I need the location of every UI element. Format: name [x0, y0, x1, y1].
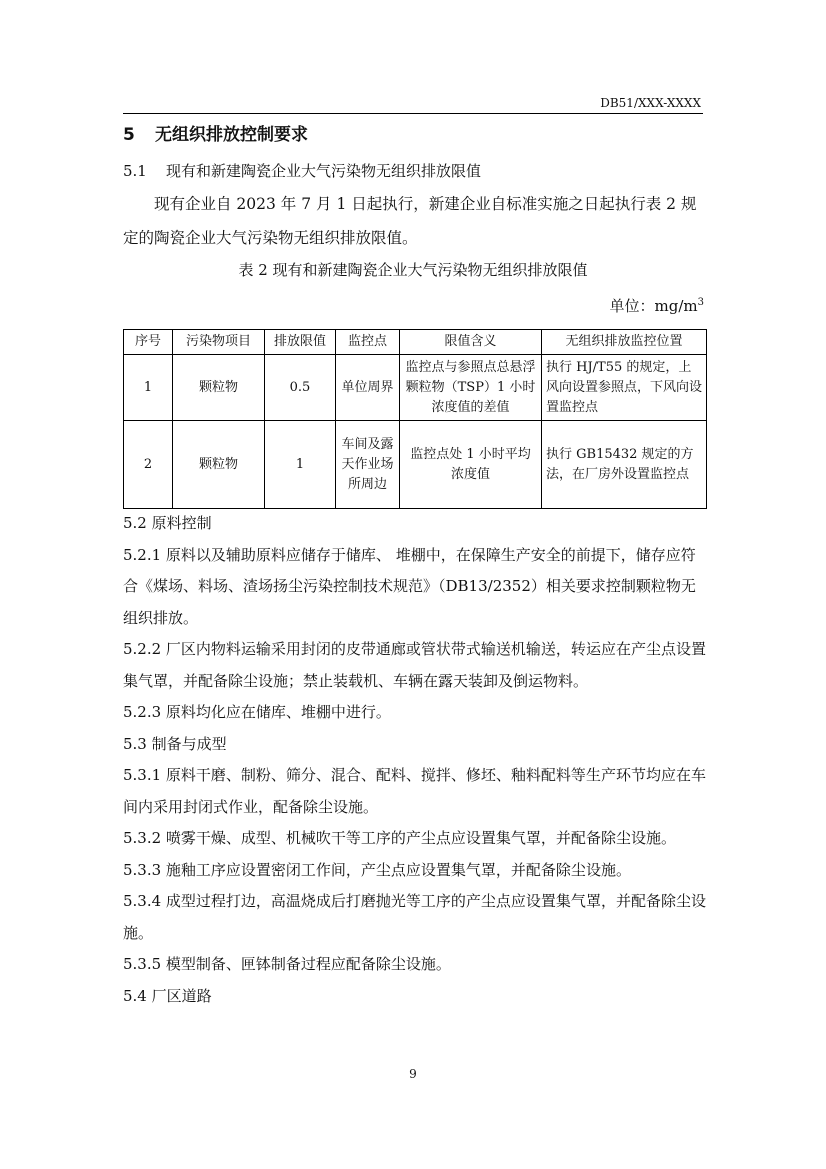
table-cell: 车间及露天作业场所周边 [336, 421, 400, 509]
table-cell: 1 [265, 421, 336, 509]
table-cell: 单位周界 [336, 355, 400, 421]
header-rule [123, 113, 703, 114]
clause-text: 5.2.3 原料均化应在储库、堆棚中进行。 [123, 703, 391, 721]
clause-text: 5.2.1 原料以及辅助原料应储存于储库、 堆棚中，在保障生产安全的前提下，储存应符合《煤场、料场、渣场扬尘污染控制技术规范》（DB13/2352）相关要求控制颗粒物无组织排放。 [123, 545, 696, 627]
section-number: 5 [123, 125, 135, 145]
subsection-number: 5.1 [123, 162, 147, 180]
subsection-title: 现有和新建陶瓷企业大气污染物无组织排放限值 [165, 162, 481, 180]
section-heading [123, 120, 308, 145]
table-cell: 颗粒物 [173, 421, 265, 509]
clause-text: 5.3.5 模型制备、匣钵制备过程应配备除尘设施。 [123, 955, 451, 973]
header-cell: 无组织排放监控位置 [542, 330, 707, 355]
header-cell: 监控点 [336, 330, 400, 355]
table-caption: 表 2 现有和新建陶瓷企业大气污染物无组织排放限值 [238, 261, 588, 279]
clause-heading: 5.4 厂区道路 [123, 986, 212, 1005]
header-cell: 污染物项目 [173, 330, 265, 355]
table-row [124, 421, 707, 509]
document-code: DB51/XXX-XXXX [600, 96, 701, 110]
intro-paragraph [123, 187, 705, 255]
clause-heading: 5.2 原料控制 [123, 514, 212, 532]
body-text [123, 508, 706, 1012]
header-cell: 限值含义 [400, 330, 542, 355]
table-cell: 监控点处 1 小时平均浓度值 [400, 421, 542, 509]
clause-text: 5.3.2 喷雾干燥、成型、机械吹干等工序的产尘点应设置集气罩，并配备除尘设施。 [123, 829, 676, 847]
section-title: 无组织排放控制要求 [155, 125, 308, 145]
table-cell: 监控点与参照点总悬浮颗粒物（TSP）1 小时浓度值的差值 [400, 355, 542, 421]
table-header-row [124, 330, 707, 355]
clause-text: 5.3.1 原料干磨、制粉、筛分、混合、配料、搅拌、修坯、釉料配料等生产环节均应在车间内采用封闭式作业，配备除尘设施。 [123, 766, 706, 816]
table-cell: 执行 GB15432 规定的方法，在厂房外设置监控点 [542, 421, 707, 509]
emission-limits-table [123, 329, 707, 509]
header-cell: 排放限值 [265, 330, 336, 355]
table-cell: 执行 HJ/T55 的规定，上风向设置参照点，下风向设置监控点 [542, 355, 707, 421]
unit-label: 单位：mg/m [609, 297, 698, 315]
table-unit [610, 295, 704, 316]
intro-text: 现有企业自 2023 年 7 月 1 日起执行，新建企业自标准实施之日起执行表 2 规定的陶瓷企业大气污染物无组织排放限值。 [123, 195, 697, 247]
clause-text: 5.3.3 施釉工序应设置密闭工作间，产尘点应设置集气罩，并配备除尘设施。 [123, 860, 631, 879]
table-cell: 0.5 [265, 355, 336, 421]
clause-heading: 5.3 制备与成型 [123, 734, 227, 753]
unit-superscript: 3 [697, 297, 704, 308]
clause-text: 5.3.4 成型过程打边，高温烧成后打磨抛光等工序的产尘点应设置集气罩，并配备除尘设施。 [123, 892, 706, 942]
subsection-heading [123, 160, 481, 181]
header-cell: 序号 [124, 330, 173, 355]
table-cell: 颗粒物 [173, 355, 265, 421]
clause-text: 5.2.2 厂区内物料运输采用封闭的皮带通廊或管状带式输送机输送，转运应在产尘点设置集气罩，并配备除尘设施；禁止装载机、车辆在露天装卸及倒运物料。 [123, 640, 706, 690]
table-cell: 2 [124, 421, 173, 509]
table-row [124, 355, 707, 421]
table-cell: 1 [124, 355, 173, 421]
page-number: 9 [409, 1067, 417, 1081]
